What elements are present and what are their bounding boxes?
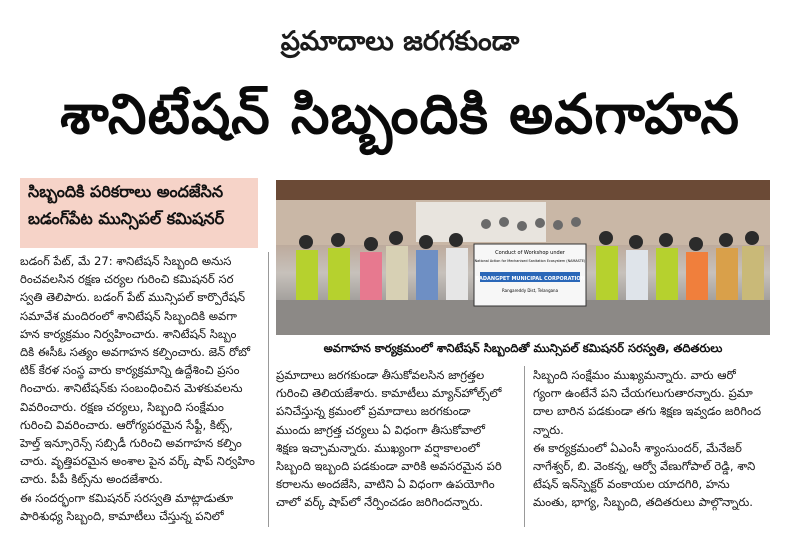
body-text-line: హెల్త్ ఇన్సూరెన్స్ సబ్సిడీ గురించి అవగాహన కల్పిం (20, 436, 242, 451)
body-text-line: రించవలసిన రక్షణ చర్యల గురించి కమిషనర్ సర (20, 272, 234, 287)
body-text-line: గురించి తెలియజేశారు. కామాటీలు మ్యాన్‌హోల్స్‌లో (276, 386, 502, 401)
subheading-line: సిబ్బందికి పరికరాలు అందజేసిన (28, 182, 224, 201)
subheading-box (20, 178, 258, 248)
body-text-line: కరాలను అందజేసి, వాటిని ఏ విధంగా ఉపయోగిం (276, 477, 495, 492)
body-text-line: హన కార్యక్రమం నిర్వహించారు. శానిటేషన్ సిబ్బం (20, 326, 237, 341)
body-text-line: స్వతి తెలిపారు. బడంగ్ పేట్ మున్సిపల్ కార్పొరేషన్ (20, 290, 246, 305)
body-text-line: పారిశుధ్య సిబ్బంది, కామాటీలు చేస్తున్న పనిలో (20, 508, 224, 523)
article-column-1 (20, 252, 260, 525)
banner-text: Conduct of Workshop under (495, 250, 565, 256)
body-text-line: ఈ సందర్భంగా కమిషనర్ సరస్వతి మాట్లాడుతూ (20, 490, 234, 505)
column-divider (524, 366, 525, 527)
body-text-line: టేషన్ ఇన్‌స్పెక్టర్ వంకాయల యాదగిరి, హను (533, 477, 730, 492)
kicker-heading: ప్రమాదాలు జరగకుండా (280, 26, 520, 57)
body-text-line: సిబ్బంది సంక్షేమం ముఖ్యమన్నారు. వారు ఆరో (533, 368, 736, 382)
subheading-line: బడంగ్‌పేట మున్సిపల్ కమిషనర్ (28, 209, 225, 228)
body-text-line: గ్యంగా ఉంటేనే పని చేయగలుగుతారన్నారు. ప్రమా (533, 386, 753, 401)
body-text-line: న్నారు. (533, 422, 564, 437)
article-column-2 (276, 366, 516, 512)
body-text-line: దాల బారిన పడకుండా తగు శిక్షణ ఇవ్వడం జరిగింద (533, 404, 762, 419)
body-text-line: నాగేశ్వర్, బి. వెంకన్న, ఆర్వో వేణుగోపాల్ రెడ్డి, శాని (533, 459, 756, 474)
body-text-line: ప్రమాదాలు జరగకుండా తీసుకోవలసిన జాగ్రత్తల (276, 368, 485, 382)
body-text-line: దికి ఈసీఓ సత్యం అవగాహన కల్పించారు. జెన్ రోబో (20, 345, 251, 360)
body-text-line: సమావేశ మందిరంలో శానిటేషన్ సిబ్బందికి అవగా (20, 308, 237, 323)
headline: శానిటేషన్ సిబ్బందికి అవగాహన (60, 82, 740, 146)
news-photo (276, 180, 770, 335)
body-text-line: వివరించారు. రక్షణ చర్యలు, సిబ్బంది సంక్షేమం (20, 399, 224, 414)
body-text-line: ఈ కార్యక్రమంలో ఏఎంసీ శ్యాంసుందర్, మేనేజర్ (533, 440, 742, 455)
banner-text: Rangareddy Dist, Telangana (501, 288, 559, 293)
banner-text: National Action for Mechanised Sanitation Ecosystem (NAMASTE) (474, 259, 586, 263)
body-text-line: బడంగ్ పేట్, మే 27: శానిటేషన్ సిబ్బంది అనుస (20, 254, 232, 268)
body-text-line: చారు. పీపీ కిట్స్‌ను అందజేశారు. (20, 472, 163, 487)
body-text-line: మంతు, భాగ్య, సిబ్బంది, తదితరులు పాల్గొన్నారు. (533, 495, 753, 510)
body-text-line: సిబ్బంది ఇబ్బంది పడకుండా వారికి అవసరమైన పరి (276, 459, 502, 474)
photo-caption: అవగాహన కార్యక్రమంలో శానిటేషన్ సిబ్బందితో మున్సిపల్ కమిషనర్ సరస్వతి, తదితరులు (323, 341, 723, 355)
body-text-line: పనిచేస్తున్న క్రమంలో ప్రమాదాలు జరగకుండా (276, 404, 471, 419)
body-text-line: ముందు జాగ్రత్త చర్యలు ఏ విధంగా తీసుకోవాలో (276, 422, 485, 437)
article-column-3 (533, 366, 773, 512)
group-photo-illustration (276, 180, 770, 335)
body-text-line: గించారు. శానిటేషన్‌కు సంబంధించిన మెళకువలను (20, 381, 243, 396)
column-divider (268, 252, 269, 527)
body-text-line: గురించి వివరించారు. ఆరోగ్యపరమైన సేఫ్టీ, కిట్స్, (20, 417, 233, 432)
body-text-line: చాలో వర్క్ షాప్‌లో నేర్పించడం జరిగిందన్నారు. (276, 495, 484, 510)
body-text-line: శిక్షణ ఇచ్చామన్నారు. ముఖ్యంగా వర్షాకాలంలో (276, 440, 480, 455)
body-text-line: చారు. వృత్తిపరమైన అంశాల పైన వర్క్ షాప్ నిర్వహిం (20, 454, 255, 469)
body-text-line: టిక్ కేరళ సంస్థ వారు కార్యక్రమాన్ని ఉద్దేశించి ప్రసం (20, 363, 240, 378)
banner-text: BADANGPET MUNICIPAL CORPORATION (475, 276, 585, 282)
